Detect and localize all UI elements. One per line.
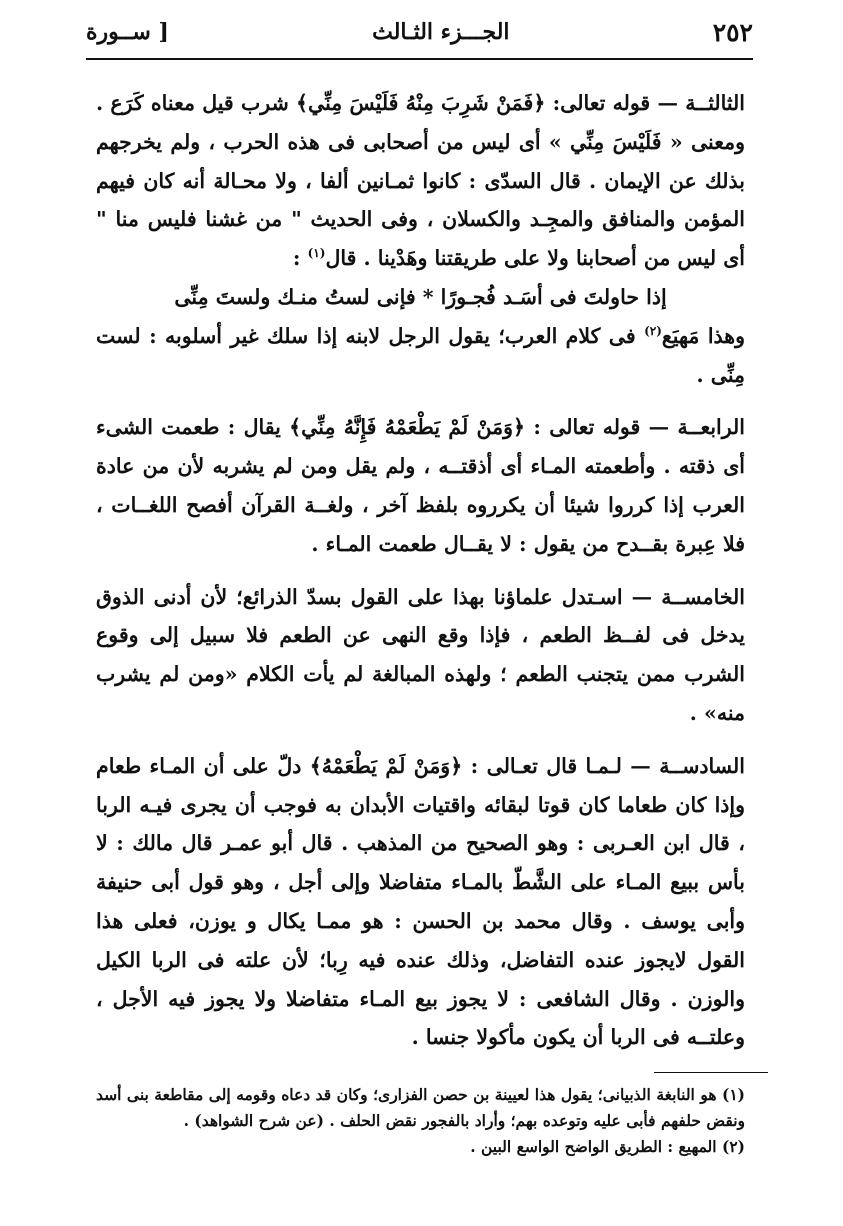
footnote-2: (٢) المهيع : الطريق الواضح الواسع البين . <box>470 1137 745 1156</box>
paragraph-third-end: : <box>292 246 301 271</box>
paragraph-sixth: السادســة — لـمـا قال تعـالى : ﴿وَمَنْ لَمْ يَطْعَمْهُ﴾ دلّ على أن المـاء طعام وإذا كان طعاما كان قوتا لبقائه واقتيات الأبدان به فوجب أن يجرى فيـه الربا ، قال ابن العـربى : وهو الصحيح من المذهب . قال أبو عمـر قال مالك : لا بأس ببيع المـاء على الشَّطّ بالمـاء متفاضلا وإلى أجل ، وهو قول أبى حنيفة وأبى يوسف . وقال محمد بن الحسن : هو ممـا يكال و يوزن، فعلى هذا القول لايجوز عنده التفاضل، وذلك عنده فيه رِبا؛ لأن علته فى الربا الكيل والوزن . وقال الشافعى : لا يجوز بيع المـاء متفاضلا ولا يجوز فيه الأجل ، وعلتــه فى الربا أن يكون مأكولا جنسا . <box>96 753 745 1050</box>
page-number: ٢٥٢ <box>712 17 753 47</box>
footnote-rule <box>654 1072 768 1073</box>
paragraph-fourth: الرابعــة — قوله تعالى : ﴿وَمَنْ لَمْ يَطْعَمْهُ فَإِنَّهُ مِنِّي﴾ يقال : طعمت الشىء أى ذقته . وأطعمته المـاء أى أذقتــه ، ولم يقل ومن لم يشربه لأن من عادة العرب إذا كرروا شيئا أن يكرروه بلفظ آخر ، ولغــة القرآن أفصح اللغــات ، فلا عِبرة بقــدح من يقول : لا يقــال طعمت المـاء . <box>96 415 745 556</box>
surah-label: [ ســورة <box>86 19 169 45</box>
footnote-marker-1: (١) <box>307 246 326 261</box>
paragraph-third <box>96 84 745 278</box>
paragraph-mahya <box>96 317 745 395</box>
paragraph-mahya-text: فى كلام العرب؛ يقول الرجل لابنه إذا سلك غير أسلوبه : لست مِنِّى . <box>96 323 745 387</box>
mahya-word: وهذا مَهيَع <box>661 323 745 348</box>
footnote-marker-2: (٢) <box>644 323 662 338</box>
running-title: الجـــزء الثـالث <box>372 19 510 45</box>
paragraph-third-text: الثالثــة — قوله تعالى: ﴿فَمَنْ شَرِبَ مِنْهُ فَلَيْسَ مِنِّي﴾ شرب قيل معناه كَرَع . ومعنى « فَلَيْسَ مِنِّي » أى ليس من أصحابى فى هذه الحرب ، ولم يخرجهم بذلك عن الإيمان . قال السدّى : كانوا ثمـانين ألفا ، ولا محـالة أنه كان فيهم المؤمن والمنافق والمجِـد والكسلان ، وفى الحديث " من غشنا فليس منا " أى ليس من أصحابنا ولا على طريقتنا وهَدْينا . قال <box>96 91 745 271</box>
poetry-verse: إذا حاولتَ فى أسَـد فُجـورًا * فإنى لستُ منـك ولستَ مِنِّى <box>174 284 667 309</box>
footnotes <box>96 1082 745 1160</box>
paragraph-fifth: الخامســة — اسـتدل علماؤنا بهذا على القول بسدّ الذرائع؛ لأن أدنى الذوق يدخل فى لفــظ الطعم ، فإذا وقع النهى عن الطعم فلا سبيل إلى وقوع الشرب ممن يتجنب الطعم ؛ ولهذه المبالغة لم يأت الكلام «ومن لم يشرب منه» . <box>96 584 745 725</box>
page-header <box>86 10 753 54</box>
main-text <box>96 84 745 1057</box>
footnote-1: (١) هو النابغة الذبيانى؛ يقول هذا لعيينة بن حصن الفزارى؛ وكان قد دعاه وقومه إلى مقاطعة بنى أسد ونقض حلفهم فأبى عليه وتوعده بهم؛ وأراد بالفجور نقض الحلف . (عن شرح الشواهد) . <box>96 1085 745 1130</box>
header-rule <box>86 58 753 60</box>
